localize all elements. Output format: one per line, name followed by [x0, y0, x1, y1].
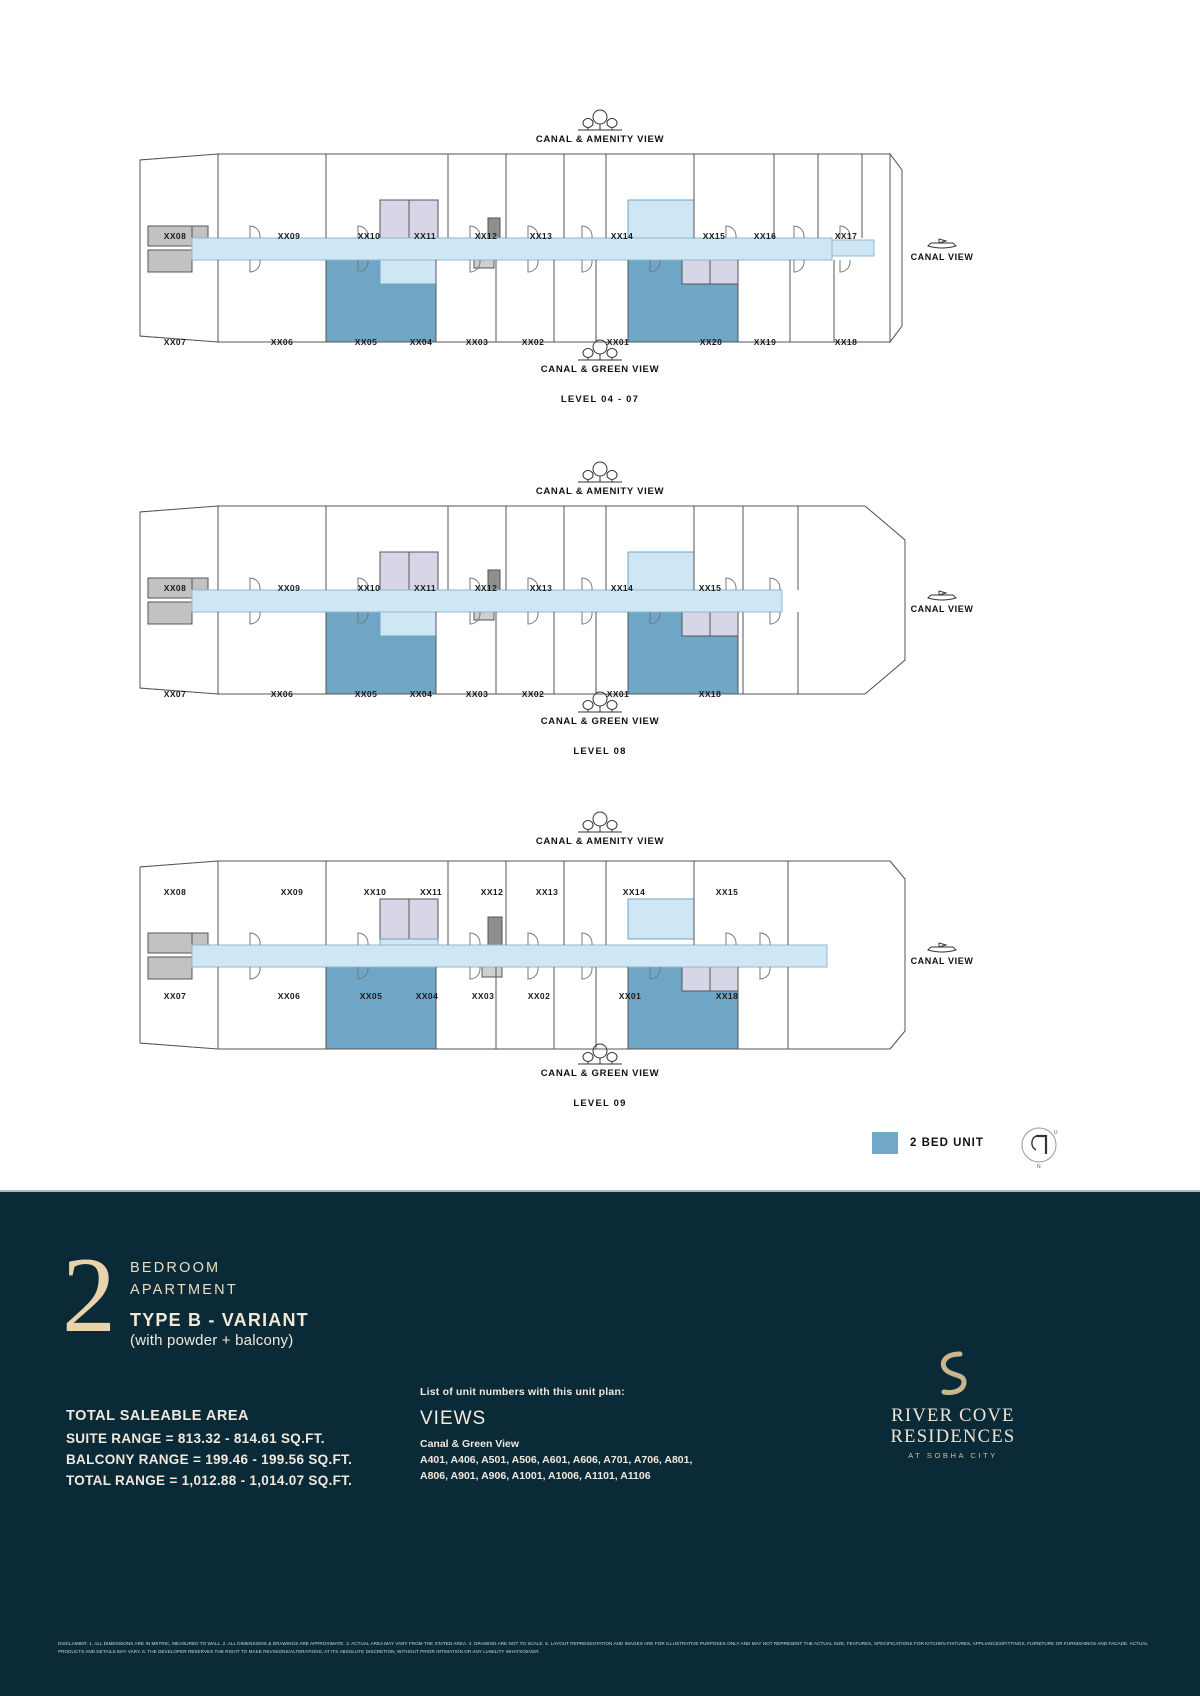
plan1-top-unit-4: XX12 [474, 231, 498, 241]
plan1-top-unit-2: XX10 [357, 231, 381, 241]
apartment-type-sub: (with powder + balcony) [130, 1332, 294, 1349]
total-saleable-area [66, 1408, 352, 1492]
plan3-top-view-caption [0, 810, 1200, 847]
brand-subtitle: AT SOBHA CITY [908, 1451, 998, 1460]
plan3-plate [130, 855, 910, 1055]
plan3-bottom-unit-3: XX04 [415, 991, 439, 1001]
plan1-top-unit-0: XX08 [163, 231, 187, 241]
plan3-right-view-label: CANAL VIEW [910, 956, 974, 966]
plan1-top-unit-3: XX11 [414, 231, 436, 241]
plan1-top-unit-8: XX16 [753, 231, 777, 241]
plan2-top-unit-4: XX12 [474, 583, 498, 593]
plan1-bottom-unit-9: XX18 [834, 337, 858, 347]
plan3-bottom-view-caption [0, 1042, 1200, 1079]
plan3-bottom-unit-0: XX07 [163, 991, 187, 1001]
compass-icon [1016, 1124, 1062, 1170]
plan3-bottom-unit-7: XX18 [715, 991, 739, 1001]
plan1-bottom-unit-6: XX01 [606, 337, 630, 347]
plan3-top-unit-1: XX09 [280, 887, 304, 897]
plan1-top-unit-7: XX15 [702, 231, 726, 241]
plan2-top-unit-1: XX09 [277, 583, 301, 593]
plan2-top-view-caption [0, 460, 1200, 497]
svg-text:N: N [1037, 1164, 1041, 1170]
plan1-bottom-unit-1: XX06 [270, 337, 294, 347]
plan2-top-unit-7: XX15 [698, 583, 722, 593]
plan2-top-unit-3: XX11 [414, 583, 436, 593]
area-suite-range: SUITE RANGE = 813.32 - 814.61 SQ.FT. [66, 1431, 325, 1446]
plan3-level-label: LEVEL 09 [573, 1098, 627, 1109]
boat-icon [925, 590, 959, 602]
plan2-top-view-label: CANAL & AMENITY VIEW [535, 486, 665, 497]
plan1-right-view-label: CANAL VIEW [910, 252, 974, 262]
plan2-level-label: LEVEL 08 [573, 746, 627, 757]
plan2-right-view [882, 590, 1002, 614]
plan3-top-unit-7: XX15 [715, 887, 739, 897]
svg-text:U: U [1054, 1130, 1058, 1136]
apartment-type: TYPE B - VARIANT [130, 1310, 309, 1330]
plan3-top-unit-5: XX13 [535, 887, 559, 897]
plan3-bottom-unit-1: XX06 [277, 991, 301, 1001]
plan1-right-view [882, 238, 1002, 262]
bedroom-count-number: 2 [62, 1236, 116, 1355]
area-total-range: TOTAL RANGE = 1,012.88 - 1,014.07 SQ.FT. [66, 1472, 353, 1488]
plan3-top-unit-4: XX12 [480, 887, 504, 897]
plan2-bottom-unit-1: XX06 [270, 689, 294, 699]
plan3-bottom-view-label: CANAL & GREEN VIEW [540, 1068, 660, 1079]
apartment-heading [130, 1258, 238, 1302]
plan1-bottom-unit-8: XX19 [753, 337, 777, 347]
views-subtitle: Canal & Green View [420, 1438, 520, 1450]
plan1-bottom-view-label: CANAL & GREEN VIEW [540, 364, 660, 375]
tree-icon [573, 337, 630, 362]
plan3-bottom-unit-5: XX02 [527, 991, 551, 1001]
apartment-line-1: BEDROOM [130, 1260, 221, 1276]
plan1-bottom-unit-2: XX05 [354, 337, 378, 347]
legend-swatch-2bed [872, 1132, 898, 1154]
plan1-top-view-caption [0, 108, 1200, 145]
plan2-bottom-unit-7: XX18 [698, 689, 722, 699]
plan2-top-unit-0: XX08 [163, 583, 187, 593]
plan1-top-unit-9: XX17 [834, 231, 858, 241]
views-section [420, 1386, 692, 1485]
plan3-top-unit-2: XX10 [363, 887, 387, 897]
views-units-line-1: A401, A406, A501, A506, A601, A606, A701, A706, A801, [420, 1454, 693, 1466]
plan3-top-unit-3: XX11 [420, 887, 442, 897]
plan2-bottom-unit-0: XX07 [163, 689, 187, 699]
plan1-top-unit-6: XX14 [610, 231, 634, 241]
brand-block [838, 1348, 1068, 1460]
legend-label-2bed: 2 BED UNIT [910, 1137, 984, 1149]
boat-icon [925, 942, 959, 954]
tree-icon [573, 460, 627, 484]
views-note: List of unit numbers with this unit plan: [420, 1386, 625, 1398]
plan1-level-label: LEVEL 04 - 07 [560, 394, 640, 405]
plan2-bottom-unit-5: XX02 [521, 689, 545, 699]
area-title: TOTAL SALEABLE AREA [66, 1408, 249, 1424]
plan3-top-view-label: CANAL & AMENITY VIEW [535, 836, 665, 847]
plan2-bottom-unit-3: XX04 [409, 689, 433, 699]
plan3-right-view [882, 942, 1002, 966]
plan1-bottom-unit-7: XX20 [699, 337, 723, 347]
tree-icon [573, 108, 627, 132]
plan2-top-unit-2: XX10 [357, 583, 381, 593]
plan2-top-unit-5: XX13 [529, 583, 553, 593]
plan1-top-unit-5: XX13 [529, 231, 553, 241]
area-balcony-range: BALCONY RANGE = 199.46 - 199.56 SQ.FT. [66, 1451, 353, 1467]
tree-icon [573, 1042, 627, 1066]
disclaimer-text: DISCLAIMER: 1. ALL DIMENSIONS ARE IN METRIC, MEASURED TO WALL. 2. ALL DIMENSIONS & DRAWINGS ARE APPROXIMATE. 3. ACTUAL AREA MAY VARY FROM THE STATED AREA. 4. DRAWING ARE NOT TO SCALE. 5. LAYOUT REPRESENTATION AND IMAGES ARE FOR ILLUSTRATIVE PURPOSES ONLY AND MAY NOT REPRESENT THE ACTUAL SIZE, FEATURES, SPECIFICATIONS FOR KITCHEN FIXTURES, APPLIANCES/FITTINGS, FURNITURE OR FURNISHINGS AND FACADE. ACTUAL PRODUCTS AND DETAILS MAY VARY. 6. THE DEVELOPER RESERVES THE RIGHT TO MAKE REVISIONS/ALTERATIONS, AT ITS ABSOLUTE DISCRETION, WITHOUT PRIOR INTIMATION OR ANY LIABILITY WHATSOEVER. [58, 1641, 1148, 1655]
plan1-top-unit-1: XX09 [277, 231, 301, 241]
plan1-bottom-unit-5: XX02 [521, 337, 545, 347]
plan2-right-view-label: CANAL VIEW [910, 604, 974, 614]
plan2-top-unit-6: XX14 [610, 583, 634, 593]
legend [872, 1132, 984, 1154]
plan2-bottom-unit-6: XX01 [606, 689, 630, 699]
plan1-bottom-unit-3: XX04 [409, 337, 433, 347]
plan3-bottom-unit-2: XX05 [359, 991, 383, 1001]
apartment-line-2: APARTMENT [130, 1281, 238, 1298]
plan1-bottom-view-caption [0, 338, 1200, 375]
plan3-top-unit-6: XX14 [622, 887, 646, 897]
plan1-bottom-unit-0: XX07 [163, 337, 187, 347]
plan3-top-unit-0: XX08 [163, 887, 187, 897]
boat-icon [925, 238, 959, 250]
plan2-plate [130, 500, 910, 700]
tree-icon [573, 810, 627, 834]
plan2-bottom-unit-2: XX05 [354, 689, 378, 699]
sobha-logo-icon [930, 1348, 976, 1398]
views-units-line-2: A806, A901, A906, A1001, A1006, A1101, A1106 [420, 1469, 651, 1482]
plan2-bottom-view-label: CANAL & GREEN VIEW [540, 716, 660, 727]
plan1-bottom-unit-4: XX03 [465, 337, 489, 347]
plan2-bottom-view-caption [0, 690, 1200, 727]
brand-name: RIVER COVE RESIDENCES [890, 1406, 1016, 1447]
plan1-plate [130, 148, 910, 348]
views-title: VIEWS [420, 1408, 487, 1429]
plan2-bottom-unit-4: XX03 [465, 689, 489, 699]
plan1-top-view-label: CANAL & AMENITY VIEW [535, 134, 665, 145]
plan3-bottom-unit-4: XX03 [471, 991, 495, 1001]
tree-icon [573, 689, 630, 714]
plan3-bottom-unit-6: XX01 [618, 991, 642, 1001]
